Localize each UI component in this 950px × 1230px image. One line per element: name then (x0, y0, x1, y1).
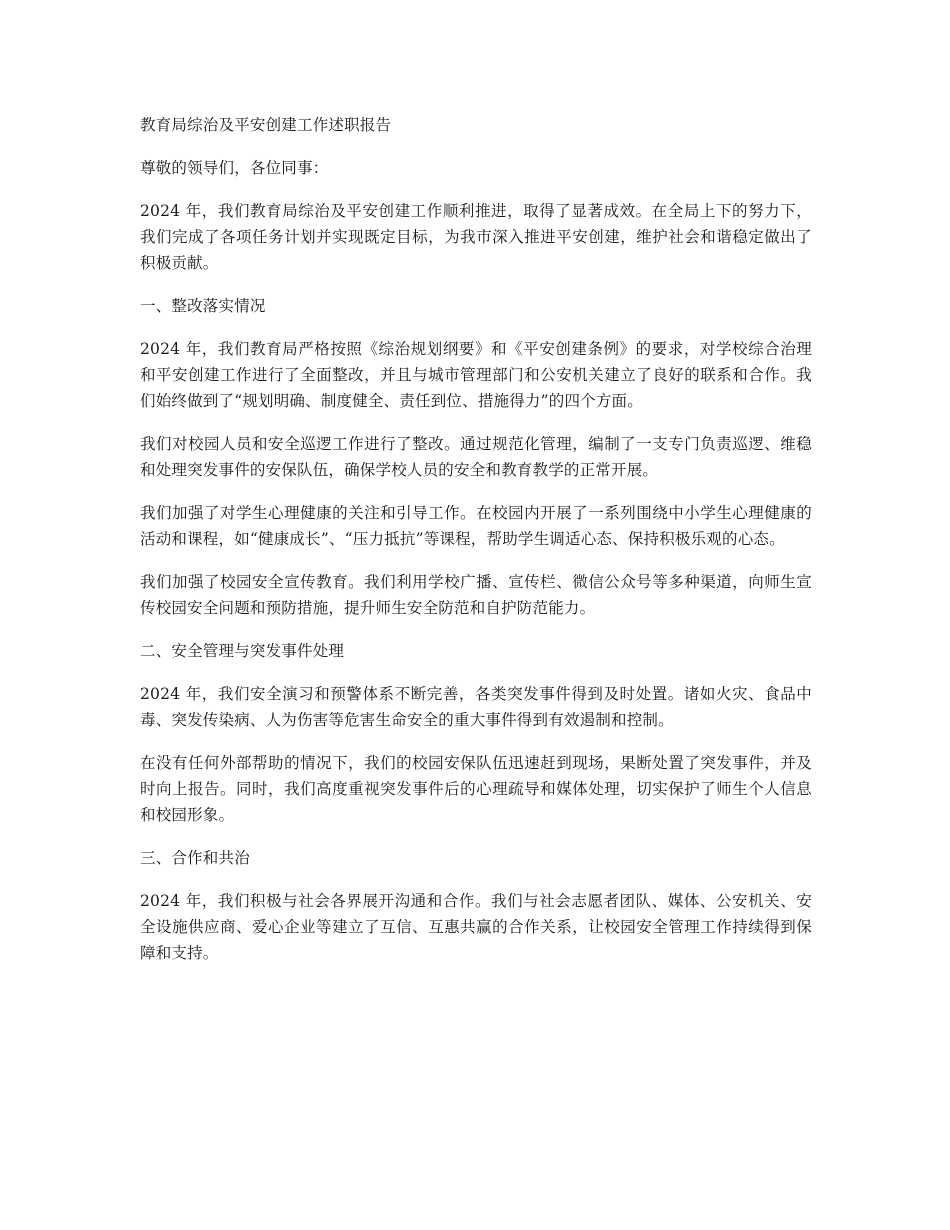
section1-paragraph: 我们加强了校园安全宣传教育。我们利用学校广播、宣传栏、微信公众号等多种渠道，向师生宣传校园安全问题和预防措施，提升师生安全防范和自护防范能力。 (140, 573, 812, 617)
section1-paragraph: 2024 年，我们教育局严格按照《综治规划纲要》和《平安创建条例》的要求，对学校综合治理和平安创建工作进行了全面整改，并且与城市管理部门和公安机关建立了良好的联系和合作。我们始终做到了“规划明确、制度健全、责任到位、措施得力”的四个方面。 (140, 340, 812, 410)
greeting: 尊敬的领导们，各位同事： (140, 159, 329, 177)
section2-paragraph: 2024 年，我们安全演习和预警体系不断完善，各类突发事件得到及时处置。诸如火灾、食品中毒、突发传染病、人为伤害等危害生命安全的重大事件得到有效遏制和控制。 (140, 685, 812, 729)
section1-paragraph: 我们对校园人员和安全巡逻工作进行了整改。通过规范化管理，编制了一支专门负责巡逻、维稳和处理突发事件的安保队伍，确保学校人员的安全和教育教学的正常开展。 (140, 435, 812, 479)
section3-paragraph: 2024 年，我们积极与社会各界展开沟通和合作。我们与社会志愿者团队、媒体、公安机关、安全设施供应商、爱心企业等建立了互信、互惠共赢的合作关系，让校园安全管理工作持续得到保障和支持。 (140, 892, 812, 962)
section-heading-1: 一、整改落实情况 (140, 297, 266, 315)
section1-paragraph: 我们加强了对学生心理健康的关注和引导工作。在校园内开展了一系列围绕中小学生心理健康的活动和课程，如“健康成长”、“压力抵抗”等课程，帮助学生调适心态、保持积极乐观的心态。 (140, 504, 812, 548)
intro-paragraph: 2024 年，我们教育局综治及平安创建工作顺利推进，取得了显著成效。在全局上下的努力下，我们完成了各项任务计划并实现既定目标，为我市深入推进平安创建，维护社会和谐稳定做出了积极贡献。 (140, 202, 812, 272)
section-heading-2: 二、安全管理与突发事件处理 (140, 642, 345, 660)
section2-paragraph: 在没有任何外部帮助的情况下，我们的校园安保队伍迅速赶到现场，果断处置了突发事件，并及时向上报告。同时，我们高度重视突发事件后的心理疏导和媒体处理，切实保护了师生个人信息和校园形象。 (140, 754, 812, 824)
document-title: 教育局综治及平安创建工作述职报告 (140, 116, 392, 134)
section-heading-3: 三、合作和共治 (140, 849, 250, 867)
document-page (140, 112, 812, 983)
